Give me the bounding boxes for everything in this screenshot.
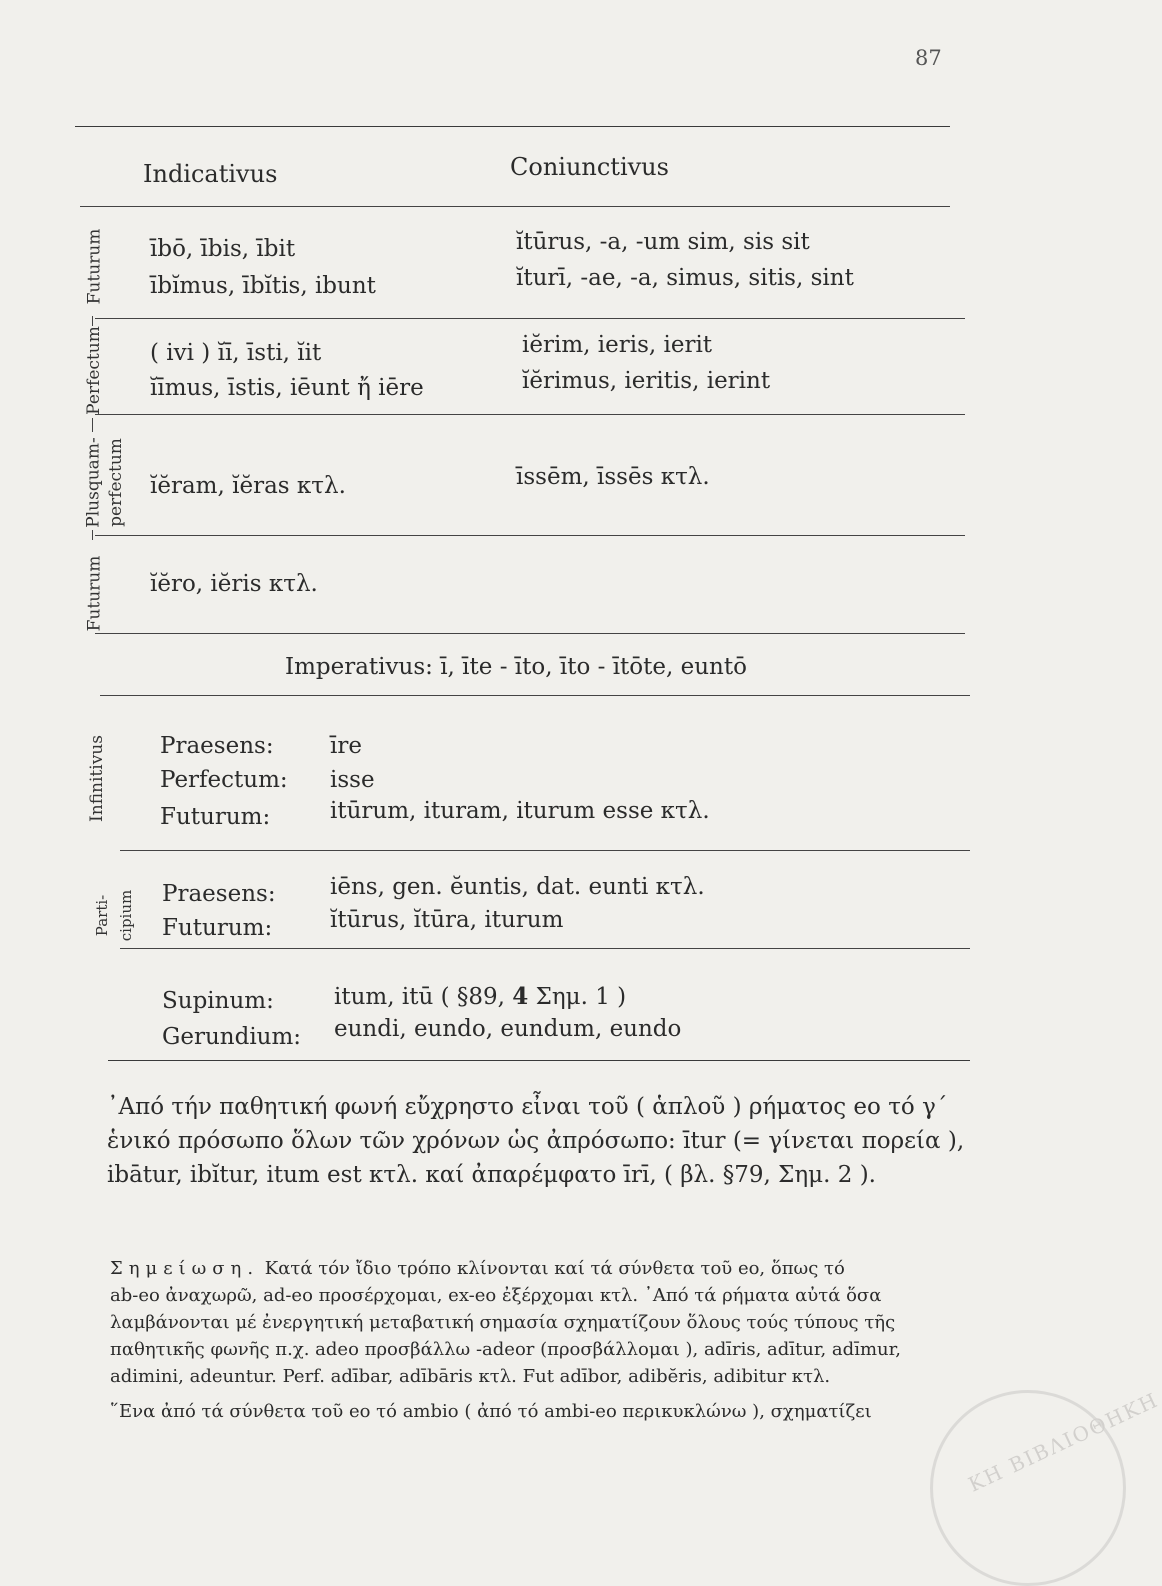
paragraph-text: ᾿Από τήν παθητική φωνή εὔχρηστο εἶναι τοῦ ( ἁπλοῦ ) ρήματος eo τό γ΄ ἑνικό πρόσωπο ὅλων τῶν χρόνων ὡς ἀπρόσωπο: ītur (= γίνεται πορεία ), ibātur, ibĭtur, itum est κτλ. καί ἀπαρέμφατο īrī, ( βλ. §79, Σημ. 2 ). (107, 1094, 965, 1188)
futurum-ind-line-1: ībō, ībis, ībit (150, 236, 296, 262)
note-line-2: ab-eo ἀναχωρῶ, ad-eo προσέρχομαι, ex-eo ἐξέρχομαι κτλ. ᾿Από τά ρήματα αὐτά ὅσα (110, 1285, 882, 1306)
gerundium-value: eundi, eundo, eundum, eundo (334, 1016, 682, 1042)
infinitivus-label-futurum: Futurum: (160, 804, 271, 830)
futurum-ind-line-2: ībĭmus, ībĭtis, ibunt (150, 273, 376, 299)
row-rule (100, 695, 970, 696)
participium-label-futurum: Futurum: (162, 915, 273, 941)
plusquam-ind-line-1: ĭĕram, ĭĕras κτλ. (150, 473, 346, 499)
supinum-value-a: itum, itū ( §89, (334, 984, 513, 1010)
futurum-con-line-1: ĭtūrus, -a, -um sim, sis sit (516, 229, 810, 255)
infinitivus-label-praesens: Praesens: (160, 733, 274, 759)
row-rule (120, 948, 970, 949)
label-perfectum: Perfectum (83, 326, 104, 415)
note-line-1-text: Κατά τόν ἴδιο τρόπο κλίνονται καί τά σύνθετα τοῦ eo, ὅπως τό (264, 1258, 845, 1279)
header-rule (80, 206, 950, 207)
participium-value-praesens: iēns, gen. ĕuntis, dat. eunti κτλ. (330, 874, 705, 900)
note-line-3: λαμβάνονται μέ ἐνεργητική μεταβατική σημασία σχηματίζουν ὅλους τούς τύπους τῆς (110, 1312, 896, 1333)
header-coniunctivus: Coniunctivus (510, 153, 669, 181)
note-line-5: adimini, adeuntur. Perf. adībar, adībāris κτλ. Fut adībor, adibĕris, adibitur κτλ. (110, 1366, 831, 1387)
infinitivus-label-perfectum: Perfectum: (160, 767, 288, 793)
label-separator (92, 418, 93, 432)
participium-value-futurum: ĭtūrus, ĭtūra, iturum (330, 907, 564, 933)
table-top-rule (75, 126, 950, 127)
label-infinitivus: Infinitivus (86, 735, 107, 822)
perfectum-con-line-2: ĭĕrimus, ieritis, ierint (522, 368, 771, 394)
supinum-value-b: Σημ. 1 ) (528, 984, 627, 1010)
perfectum-ind-line-1: ( ivi ) ĭī, īsti, ĭit (150, 340, 322, 366)
row-rule (120, 850, 970, 851)
label-participium-2: cipium (117, 889, 136, 942)
label-futurum-exactum: Futurum (84, 555, 105, 632)
row-rule (95, 633, 965, 634)
table-bottom-rule (108, 1060, 970, 1061)
library-stamp-text: ΚΗ ΒΙΒΛΙΟΘΗΚΗ (964, 1387, 1162, 1497)
supinum-value (334, 985, 626, 1009)
label-plusquam-2: perfectum (105, 438, 126, 527)
futurum-exactum-ind-line-1: ĭĕro, iĕris κτλ. (150, 571, 318, 597)
label-separator (92, 530, 93, 540)
infinitivus-value-perfectum: isse (330, 767, 375, 793)
supinum-value-bold: 4 (512, 983, 529, 1010)
note-block (110, 1255, 975, 1425)
note-heading: Σημείωση. (110, 1258, 260, 1279)
imperativus-line: Imperativus: ī, īte - īto, īto - ītōte, euntō (285, 654, 747, 680)
label-separator (92, 316, 93, 326)
page-number: 87 (915, 46, 942, 70)
infinitivus-value-futurum: itūrum, ituram, iturum esse κτλ. (330, 798, 710, 824)
row-rule (95, 535, 965, 536)
note-line-4: παθητικῆς φωνῆς π.χ. adeo προσβάλλω -adeor (προσβάλλομαι ), adīris, adītur, adīmur, (110, 1339, 901, 1360)
row-rule (95, 414, 965, 415)
perfectum-con-line-1: iĕrim, ieris, ierit (522, 332, 713, 358)
label-futurum: Futurum (84, 228, 105, 305)
participium-label-praesens: Praesens: (162, 881, 276, 907)
label-plusquam-1: Plusquam- (83, 437, 104, 528)
label-participium-1: Parti- (93, 894, 112, 937)
futurum-con-line-2: ĭturī, -ae, -a, simus, sitis, sint (516, 265, 854, 291)
header-indicativus: Indicativus (143, 160, 278, 188)
main-paragraph (107, 1090, 977, 1192)
plusquam-con-line-1: īssēm, īssēs κτλ. (516, 464, 710, 490)
supinum-label: Supinum: (162, 988, 274, 1014)
infinitivus-value-praesens: īre (330, 733, 362, 759)
perfectum-ind-line-2: ĭīmus, īstis, iēunt ἤ iēre (150, 375, 424, 401)
note-line-1 (110, 1255, 975, 1282)
gerundium-label: Gerundium: (162, 1024, 302, 1050)
row-rule (95, 318, 965, 319)
note-line-6: ῞Ενα ἀπό τά σύνθετα τοῦ eo τό ambio ( ἀπό τό ambi-eo περικυκλώνω ), σχηματίζει (110, 1401, 872, 1422)
